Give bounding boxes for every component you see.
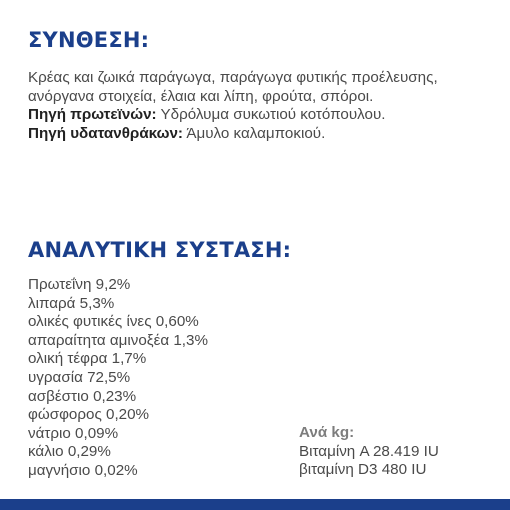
composition-text: Κρέας και ζωικά παράγωγα, παράγωγα φυτικής προέλευσης, ανόργανα στοιχεία, έλαια και λίπη, φρούτα, σπόροι. xyxy=(28,69,438,105)
analysis-item-amino-acids: απαραίτητα αμινοξέα 1,3% xyxy=(28,331,208,349)
analysis-item-ash: ολική τέφρα 1,7% xyxy=(28,350,147,368)
protein-source-line xyxy=(28,106,498,125)
analysis-item-moisture: υγρασία 72,5% xyxy=(28,368,131,386)
analysis-item-phosphorus: φώσφορος 0,20% xyxy=(28,406,150,424)
analysis-item-fat: λιπαρά 5,3% xyxy=(28,294,115,312)
vitamin-d3: βιταμίνη D3 480 IU xyxy=(299,461,427,479)
analysis-item-magnesium: μαγνήσιο 0,02% xyxy=(28,461,138,479)
analysis-item-fiber: ολικές φυτικές ίνες 0,60% xyxy=(28,313,199,331)
protein-source-label: Πηγή πρωτεϊνών: xyxy=(28,106,157,124)
bottom-bar xyxy=(0,499,510,510)
vitamins-section xyxy=(299,424,439,480)
analysis-list xyxy=(28,276,208,481)
vitamin-a: Βιταμίνη A 28.419 IU xyxy=(299,442,439,460)
carb-source-value: Άμυλο καλαμποκιού. xyxy=(182,124,326,142)
carb-source-label: Πηγή υδατανθράκων: xyxy=(28,124,183,142)
vitamins-heading: Ανά kg: xyxy=(299,424,355,441)
protein-source-value: Υδρόλυμα συκωτιού κοτόπουλου. xyxy=(156,106,386,124)
analysis-item-sodium: νάτριο 0,09% xyxy=(28,424,119,442)
analysis-item-calcium: ασβέστιο 0,23% xyxy=(28,387,137,405)
analysis-item-potassium: κάλιο 0,29% xyxy=(28,443,111,461)
composition-section xyxy=(28,69,498,143)
composition-heading: ΣΥΝΘΕΣΗ: xyxy=(28,28,150,52)
analysis-item-protein: Πρωτεΐνη 9,2% xyxy=(28,276,131,293)
carb-source-line xyxy=(28,125,498,144)
analysis-heading: ΑΝΑΛΥΤΙΚΗ ΣΥΣΤΑΣΗ: xyxy=(28,238,292,262)
